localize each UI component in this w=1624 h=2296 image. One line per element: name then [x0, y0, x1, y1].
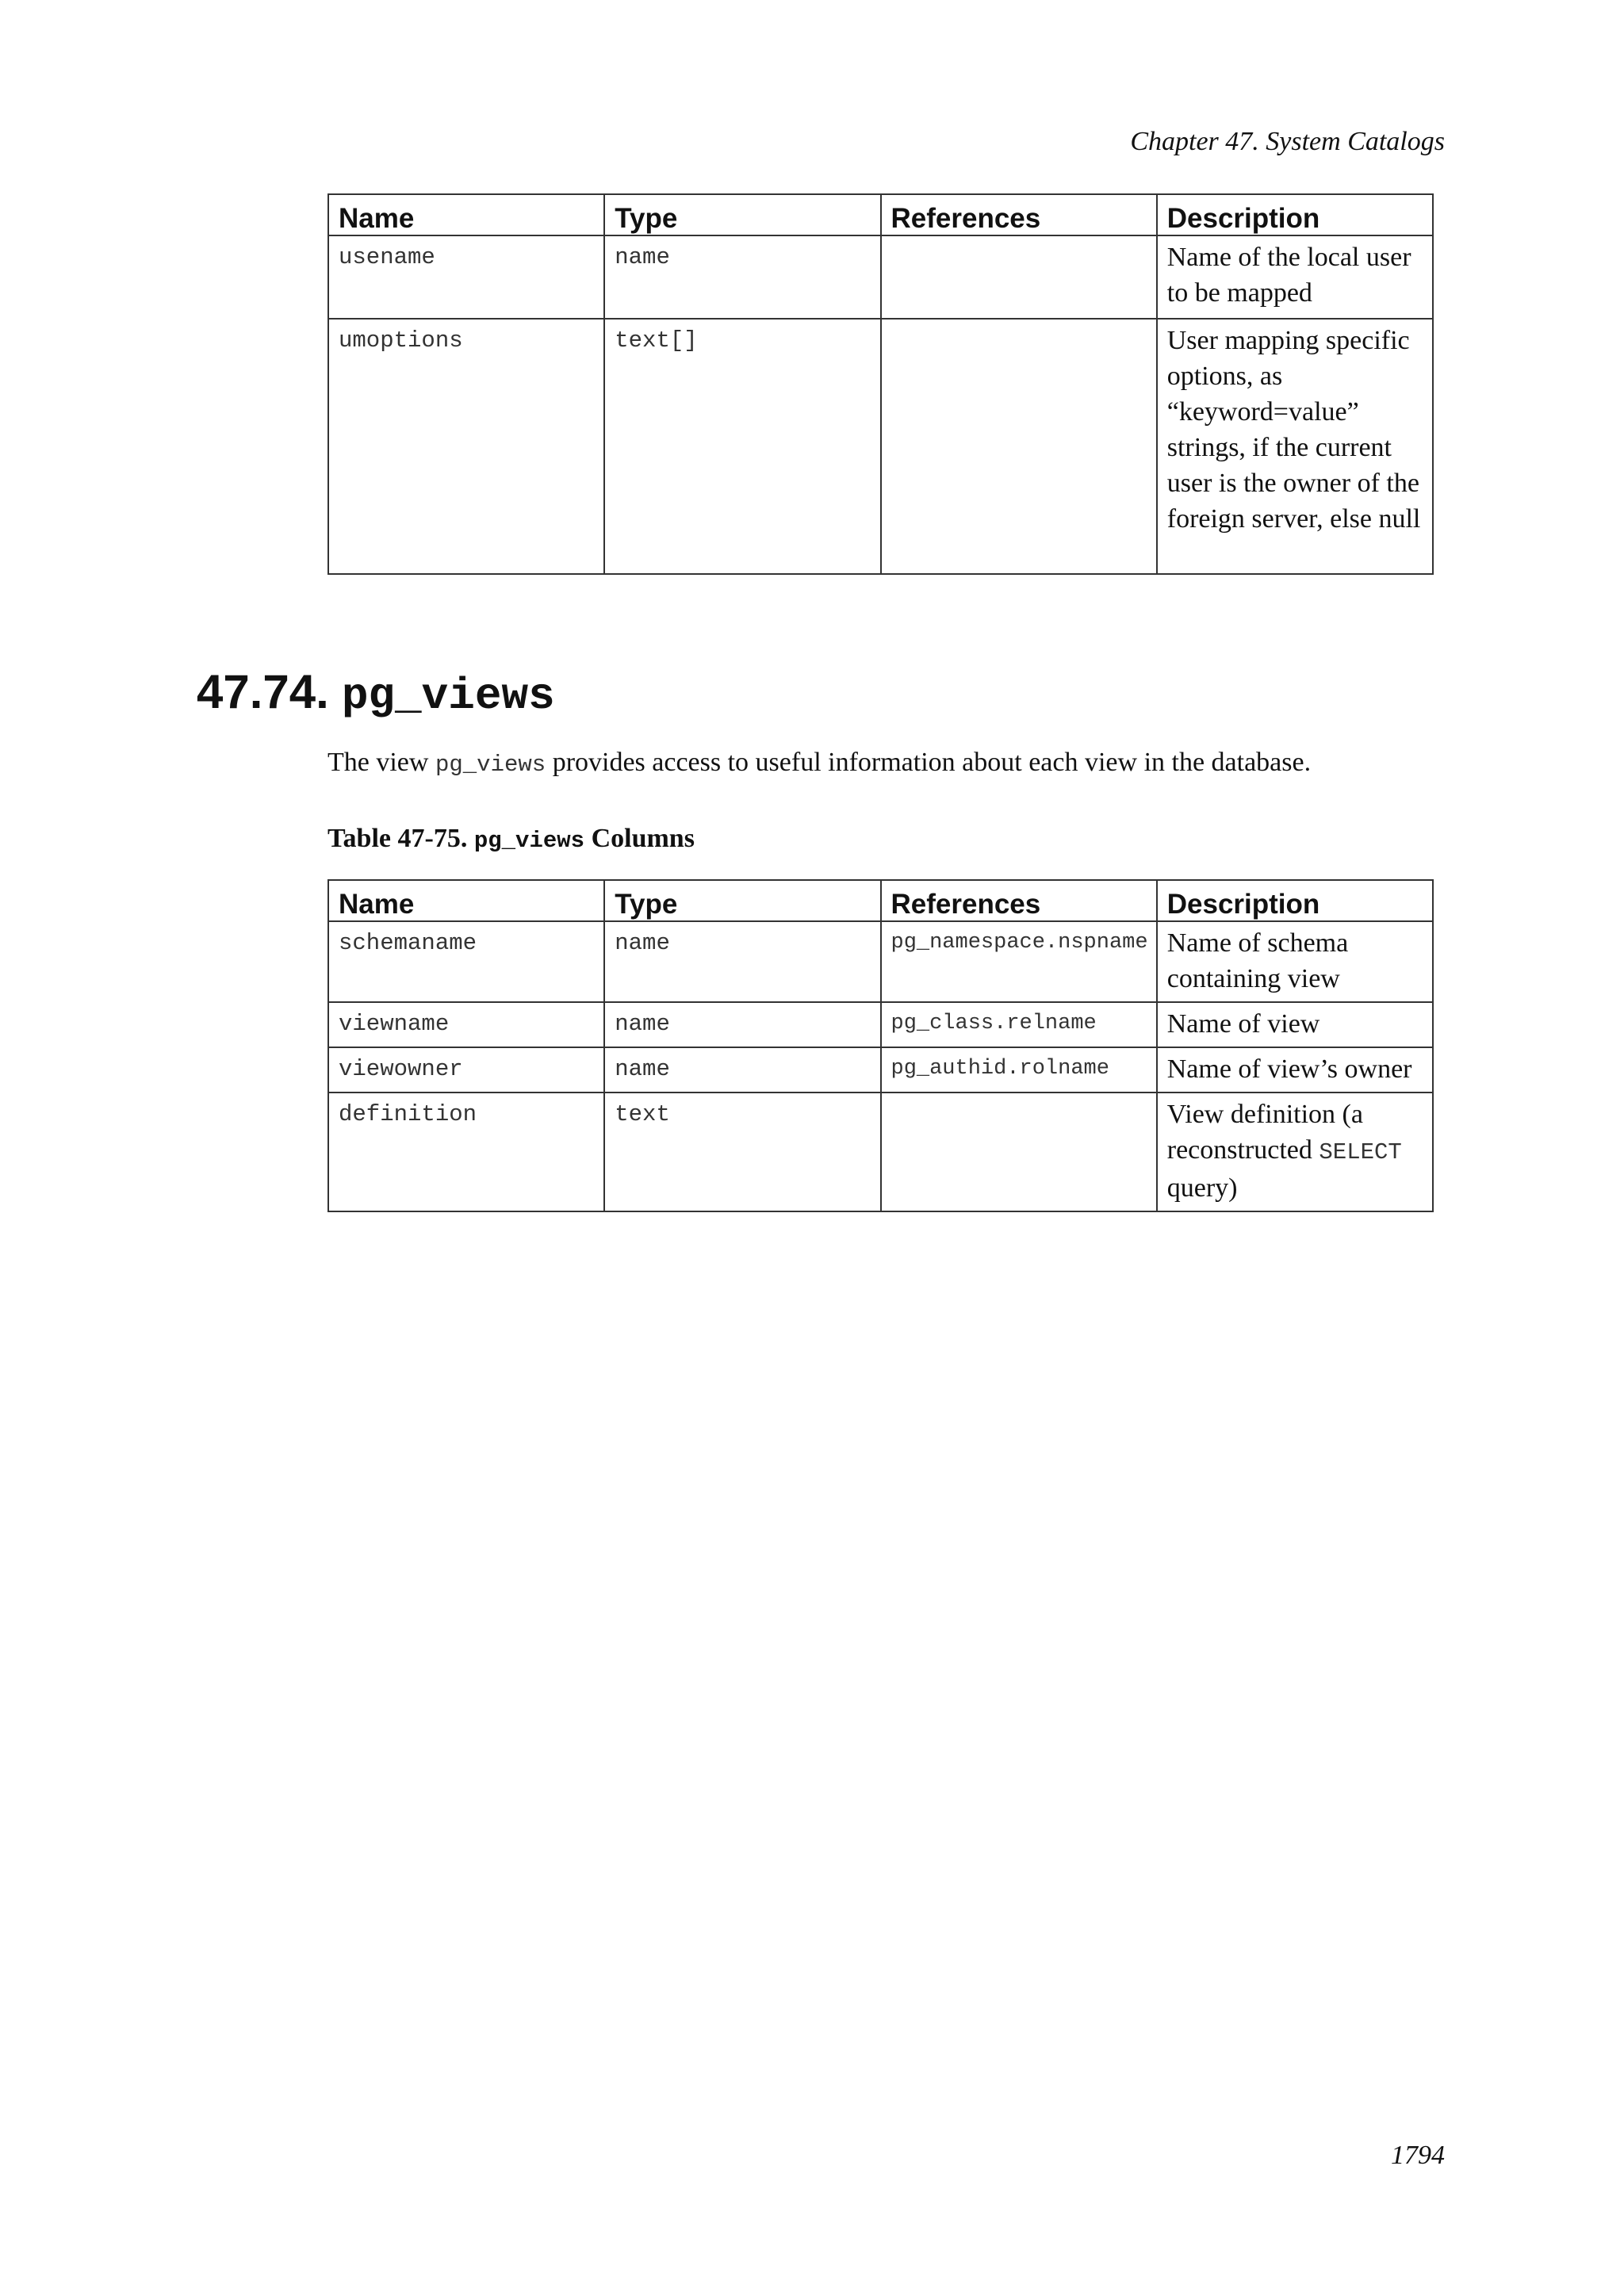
intro-text-before: The view	[327, 748, 435, 777]
cell-type: name	[604, 921, 880, 1002]
column-header-name: Name	[328, 194, 604, 235]
caption-code: pg_views	[473, 828, 585, 854]
description-code: SELECT	[1319, 1139, 1402, 1165]
description-text-before: View definition (a reconstructed	[1166, 1100, 1363, 1165]
column-header-references: References	[881, 194, 1157, 235]
cell-description: Name of the local user to be mapped	[1157, 235, 1433, 319]
running-header: Chapter 47. System Catalogs	[1130, 127, 1445, 156]
column-header-type: Type	[604, 880, 880, 921]
caption-prefix: Table 47-75.	[327, 824, 474, 853]
intro-text-after: provides access to useful information about each view in the database.	[546, 748, 1312, 777]
section-intro	[327, 745, 1311, 783]
cell-name: usename	[328, 235, 604, 319]
section-heading	[197, 664, 555, 724]
column-header-references: References	[881, 880, 1157, 921]
intro-code: pg_views	[435, 752, 546, 778]
cell-type: text[]	[604, 319, 880, 574]
cell-references: pg_authid.rolname	[881, 1047, 1157, 1093]
cell-name: umoptions	[328, 319, 604, 574]
table-row	[328, 1093, 1433, 1211]
cell-references	[881, 235, 1157, 319]
cell-name: definition	[328, 1093, 604, 1211]
cell-references: pg_namespace.nspname	[881, 921, 1157, 1002]
caption-suffix: Columns	[584, 824, 695, 853]
column-header-type: Type	[604, 194, 880, 235]
table-caption	[327, 821, 695, 859]
cell-name: schemaname	[328, 921, 604, 1002]
cell-references	[881, 319, 1157, 574]
user-mappings-columns-table	[327, 193, 1434, 575]
cell-description: Name of view	[1157, 1002, 1433, 1047]
cell-references: pg_class.relname	[881, 1002, 1157, 1047]
cell-type: text	[604, 1093, 880, 1211]
cell-name: viewname	[328, 1002, 604, 1047]
table-row	[328, 235, 1433, 319]
page-number: 1794	[1391, 2141, 1445, 2170]
section-title: pg_views	[341, 671, 555, 721]
table-row	[328, 921, 1433, 1002]
cell-type: name	[604, 1047, 880, 1093]
cell-description: Name of view’s owner	[1157, 1047, 1433, 1093]
table-row	[328, 319, 1433, 574]
cell-description	[1157, 1093, 1433, 1211]
column-header-name: Name	[328, 880, 604, 921]
cell-references	[881, 1093, 1157, 1211]
table-row	[328, 1002, 1433, 1047]
table-row	[328, 1047, 1433, 1093]
cell-description: User mapping specific options, as “keyword=value” strings, if the current user is the owner of the foreign server, else null	[1157, 319, 1433, 574]
cell-type: name	[604, 235, 880, 319]
table-header-row	[328, 194, 1433, 235]
cell-name: viewowner	[328, 1047, 604, 1093]
column-header-description: Description	[1157, 880, 1433, 921]
section-number: 47.74.	[197, 665, 329, 718]
description-text-after: query)	[1166, 1173, 1238, 1203]
column-header-description: Description	[1157, 194, 1433, 235]
table-header-row	[328, 880, 1433, 921]
cell-type: name	[604, 1002, 880, 1047]
cell-description: Name of schema containing view	[1157, 921, 1433, 1002]
pg-views-columns-table	[327, 879, 1434, 1212]
